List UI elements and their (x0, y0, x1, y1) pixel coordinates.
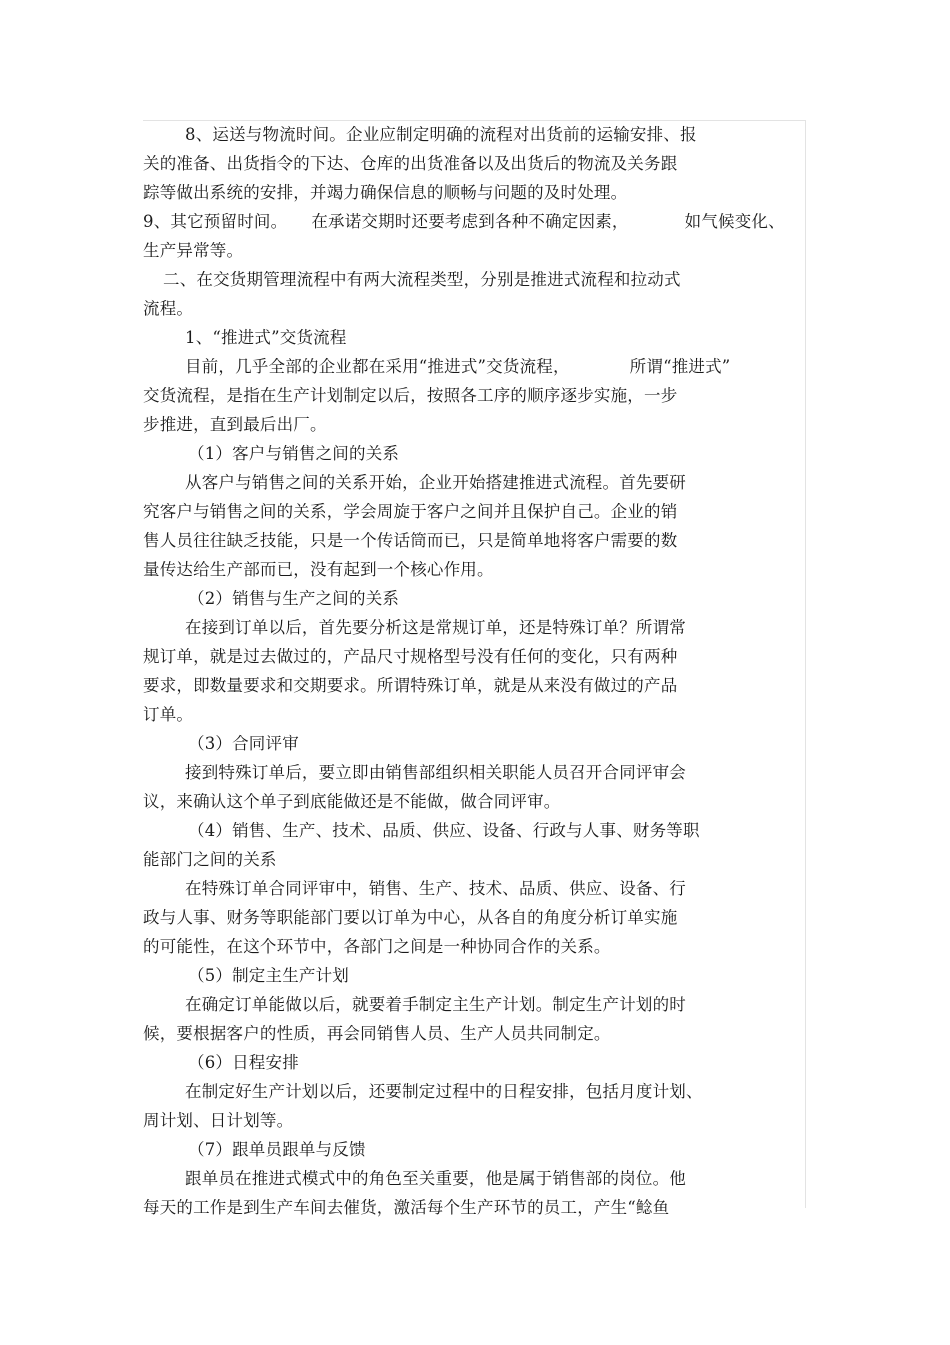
text-line: 周计划、日计划等。 (143, 1111, 294, 1130)
text-line: 接到特殊订单后，要立即由销售部组织相关职能人员召开合同评审会 (185, 763, 686, 782)
text-line: 究客户与销售之间的关系，学会周旋于客户之间并且保护自己。企业的销 (143, 502, 678, 521)
item-heading: （3）合同评审 (188, 734, 299, 753)
text-line: 能部门之间的关系 (143, 850, 277, 869)
text-line: 议，来确认这个单子到底能做还是不能做，做合同评审。 (143, 792, 561, 811)
text-line: 交货流程，是指在生产计划制定以后，按照各工序的顺序逐步实施，一步 (143, 386, 678, 405)
text-line: 在确定订单能做以后，就要着手制定主生产计划。制定生产计划的时 (185, 995, 686, 1014)
text-line: 政与人事、财务等职能部门要以订单为中心，从各自的角度分析订单实施 (143, 908, 678, 927)
text-line: 每天的工作是到生产车间去催货，激活每个生产环节的员工，产生“鲶鱼 (143, 1198, 670, 1217)
item-heading: （1）客户与销售之间的关系 (188, 444, 400, 463)
text-line: 在制定好生产计划以后，还要制定过程中的日程安排，包括月度计划、 (185, 1082, 703, 1101)
text-line: 关的准备、出货指令的下达、仓库的出货准备以及出货后的物流及关务跟 (143, 154, 678, 173)
text-line: 售人员往往缺乏技能，只是一个传话筒而已，只是简单地将客户需要的数 (143, 531, 678, 550)
text-line-split (143, 207, 785, 236)
item-heading: （6）日程安排 (188, 1053, 299, 1072)
text-line: 生产异常等。 (143, 241, 244, 260)
text-segment: 9、其它预留时间。 (143, 212, 288, 231)
item-heading: （2）销售与生产之间的关系 (188, 589, 400, 608)
text-line: 要求，即数量要求和交期要求。所谓特殊订单，就是从来没有做过的产品 (143, 676, 678, 695)
text-line: 规订单，就是过去做过的，产品尺寸规格型号没有任何的变化，只有两种 (143, 647, 678, 666)
item-heading: （4）销售、生产、技术、品质、供应、设备、行政与人事、财务等职 (188, 821, 700, 840)
text-line: 在特殊订单合同评审中，销售、生产、技术、品质、供应、设备、行 (185, 879, 686, 898)
item-heading: （7）跟单员跟单与反馈 (188, 1140, 366, 1159)
text-line: 量传达给生产部而已，没有起到一个核心作用。 (143, 560, 494, 579)
text-line: 在接到订单以后，首先要分析这是常规订单，还是特殊订单？所谓常 (185, 618, 686, 637)
item-heading: （5）制定主生产计划 (188, 966, 349, 985)
text-line-split (185, 352, 730, 381)
subsection-heading: 1、“推进式”交货流程 (185, 328, 347, 347)
text-segment: 在承诺交期时还要考虑到各种不确定因素， (311, 212, 629, 231)
text-segment: 如气候变化、 (684, 212, 785, 231)
text-line: 从客户与销售之间的关系开始，企业开始搭建推进式流程。首先要研 (185, 473, 686, 492)
text-line: 订单。 (143, 705, 194, 724)
text-line: 候，要根据客户的性质，再会同销售人员、生产人员共同制定。 (143, 1024, 611, 1043)
text-line: 跟单员在推进式模式中的角色至关重要，他是属于销售部的岗位。他 (185, 1169, 686, 1188)
text-line: 踪等做出系统的安排，并竭力确保信息的顺畅与问题的及时处理。 (143, 183, 628, 202)
text-line: 的可能性，在这个环节中，各部门之间是一种协同合作的关系。 (143, 937, 611, 956)
text-line: 8、运送与物流时间。企业应制定明确的流程对出货前的运输安排、报 (185, 125, 697, 144)
text-segment: 所谓“推进式” (629, 357, 731, 376)
text-line: 流程。 (143, 299, 194, 318)
text-line: 步推进，直到最后出厂。 (143, 415, 327, 434)
text-segment: 目前，几乎全部的企业都在采用“推进式”交货流程， (185, 357, 570, 376)
section-heading: 二、在交货期管理流程中有两大流程类型，分别是推进式流程和拉动式 (163, 270, 681, 289)
